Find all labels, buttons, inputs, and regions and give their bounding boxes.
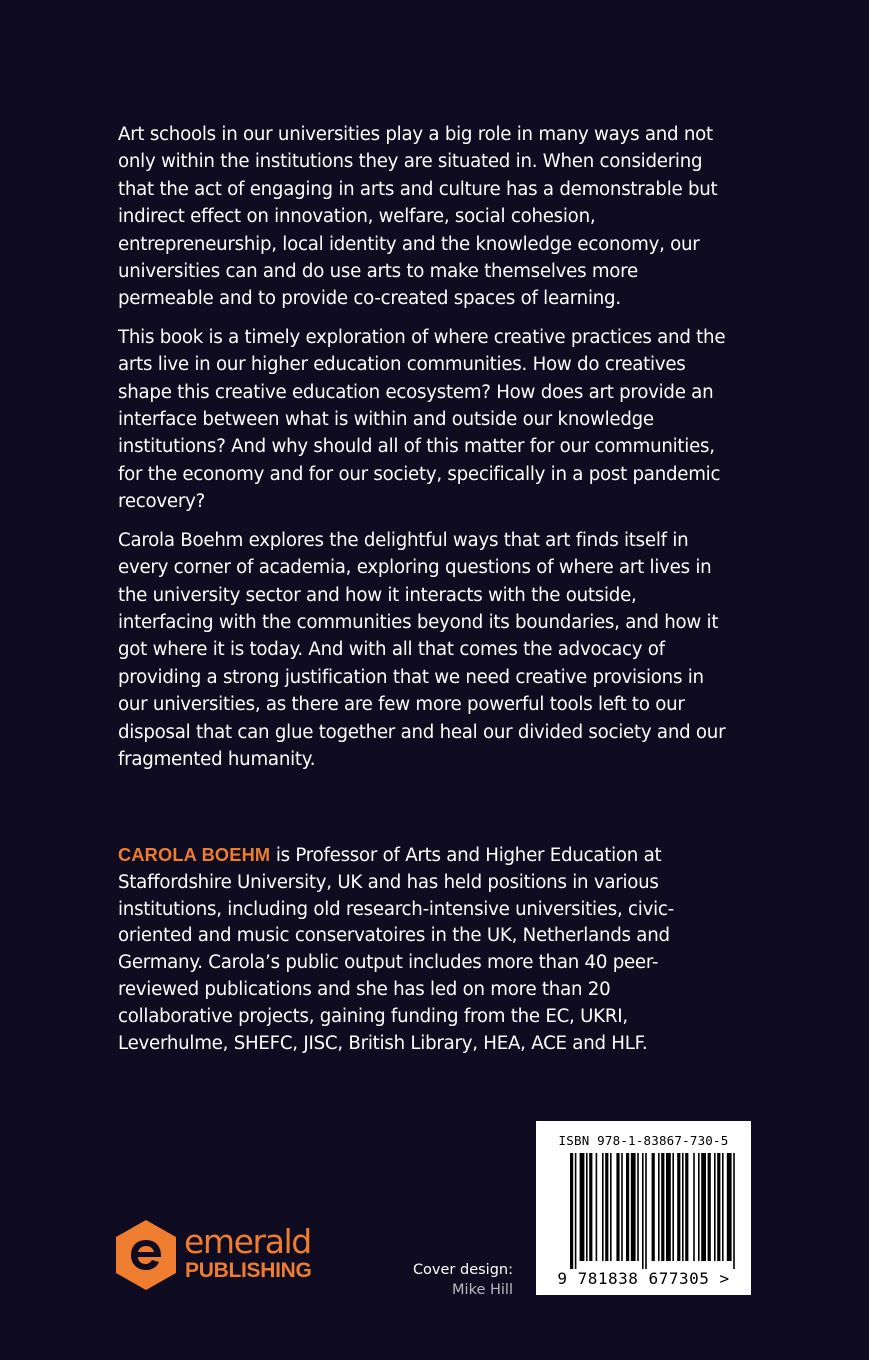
emerald-e-icon bbox=[116, 1220, 180, 1290]
blurb-paragraph-1: Art schools in our universities play a big role in many ways and not only within the institutions they are situated in. When considering that the act of engaging in arts and culture has a demonstrable but indirect effect on innovation, welfare, social cohesion, entrepreneurship, local identity and the knowledge economy, our universities can and do use arts to make themselves more permeable and to provide co-created spaces of learning. bbox=[118, 124, 718, 310]
author-bio bbox=[118, 842, 730, 1057]
logo-wordmark: emerald bbox=[184, 1222, 311, 1261]
barcode-digits: 9 781838 677305 > bbox=[557, 1269, 730, 1288]
publisher-logo bbox=[116, 1220, 336, 1290]
cover-credit bbox=[413, 1260, 513, 1300]
author-bio-text: is Professor of Arts and Higher Education at Staffordshire University, UK and has held positions in various institutions, including old research-intensive universities, civic-oriented and music conservatoires in the UK, Netherlands and Germany. Carola’s public output includes more than 40 peer-reviewed publications and she has led on more than 20 collaborative projects, gaining funding from the EC, UKRI, Leverhulme, SHEFC, JISC, British Library, HEA, ACE and HLF. bbox=[118, 845, 674, 1054]
cover-credit-name: Mike Hill bbox=[452, 1282, 513, 1298]
logo-subtitle: PUBLISHING bbox=[185, 1259, 312, 1282]
blurb-paragraph-3: Carola Boehm explores the delightful ways that art finds itself in every corner of academia, exploring questions of where art lives in the university sector and how it interacts with the outside, interfacing with the communities beyond its boundaries, and how it got where it is today. And with all that comes the advocacy of providing a strong justification that we need creative provisions in our universities, as there are few more powerful tools left to our disposal that can glue together and heal our divided society and our fragmented humanity. bbox=[118, 529, 726, 770]
blurb bbox=[118, 121, 730, 784]
author-name: CAROLA BOEHM bbox=[118, 845, 271, 865]
cover-credit-label: Cover design: bbox=[412, 1262, 513, 1278]
isbn-barcode bbox=[536, 1121, 751, 1295]
isbn-label: ISBN 978-1-83867-730-5 bbox=[558, 1133, 729, 1148]
blurb-paragraph-2: This book is a timely exploration of where creative practices and the arts live in our higher education communities. How do creatives shape this creative education ecosystem? How does art provide an interface between what is within and outside our knowledge institutions? And why should all of this matter for our communities, for the economy and for our society, specifically in a post pandemic recovery? bbox=[118, 326, 726, 513]
